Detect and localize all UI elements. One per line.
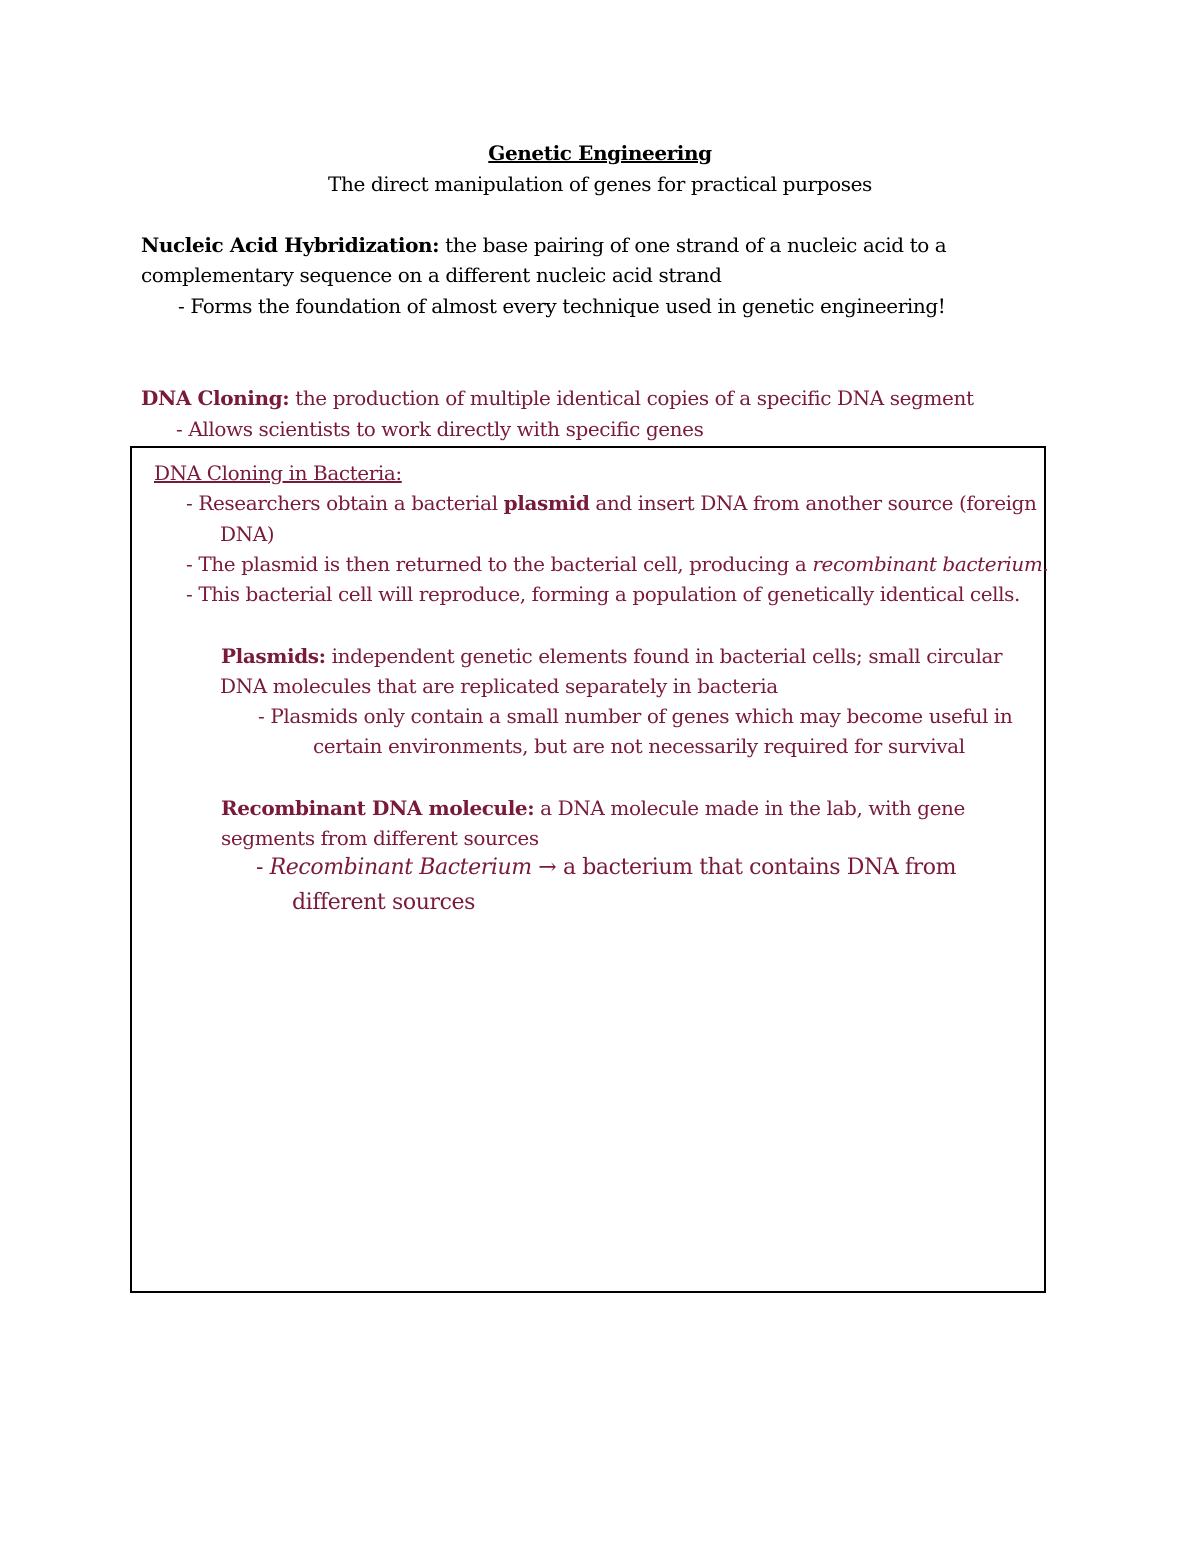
rdna-def-2: segments from different sources [221,826,539,850]
plasmids-bullet-1: - Plasmids only contain a small number of genes which may become useful in [258,704,1013,728]
box-bullet-3: - This bacterial cell will reproduce, forming a population of genetically identical cells. [186,582,1020,606]
box-bullet-1 [186,490,1037,516]
recombinant-bacterium-cont: different sources [292,890,476,915]
rdna-term: Recombinant DNA molecule: [221,796,535,820]
rdna-line-1 [221,795,965,821]
plasmids-def-2: DNA molecules that are replicated separately in bacteria [220,674,778,698]
hybridization-def-1: the base pairing of one strand of a nucleic acid to a [439,233,947,257]
rdna-def-1: a DNA molecule made in the lab, with gene [534,796,965,820]
rb-rest: → a bacterium that contains DNA from [531,855,957,880]
cloning-bullet: - Allows scientists to work directly with specific genes [176,417,704,441]
cloning-line [141,385,974,411]
page-subtitle: The direct manipulation of genes for practical purposes [328,172,872,196]
box-bullet-2-post: . [1042,552,1049,576]
box-bullet-1-cont: DNA) [220,522,275,546]
page-title: Genetic Engineering [488,141,712,165]
box-bullet-1-bold: plasmid [503,491,590,515]
plasmids-bullet-2: certain environments, but are not necessarily required for survival [313,734,965,758]
hybridization-def-2: complementary sequence on a different nucleic acid strand [141,263,722,287]
rb-dash: - [256,855,270,880]
hybridization-bullet: - Forms the foundation of almost every technique used in genetic engineering! [178,294,946,318]
plasmids-def-1: independent genetic elements found in bacterial cells; small circular [325,644,1003,668]
recombinant-bacterium-line [256,855,956,881]
box-bullet-1-pre: - Researchers obtain a bacterial [186,491,504,515]
box-bullet-2 [186,551,1048,577]
cloning-def: the production of multiple identical copies of a specific DNA segment [289,386,974,410]
box-bullet-2-italic: recombinant bacterium [812,552,1043,576]
hybridization-line-1 [141,232,946,258]
plasmids-term: Plasmids: [221,644,326,668]
plasmids-line-1 [221,643,1002,669]
box-bullet-1-post: and insert DNA from another source (foreign [589,491,1037,515]
hybridization-term: Nucleic Acid Hybridization: [141,233,440,257]
box-heading: DNA Cloning in Bacteria: [154,461,402,485]
rb-italic: Recombinant Bacterium [269,855,532,880]
box-bullet-2-pre: - The plasmid is then returned to the bacterial cell, producing a [186,552,813,576]
cloning-term: DNA Cloning: [141,386,290,410]
